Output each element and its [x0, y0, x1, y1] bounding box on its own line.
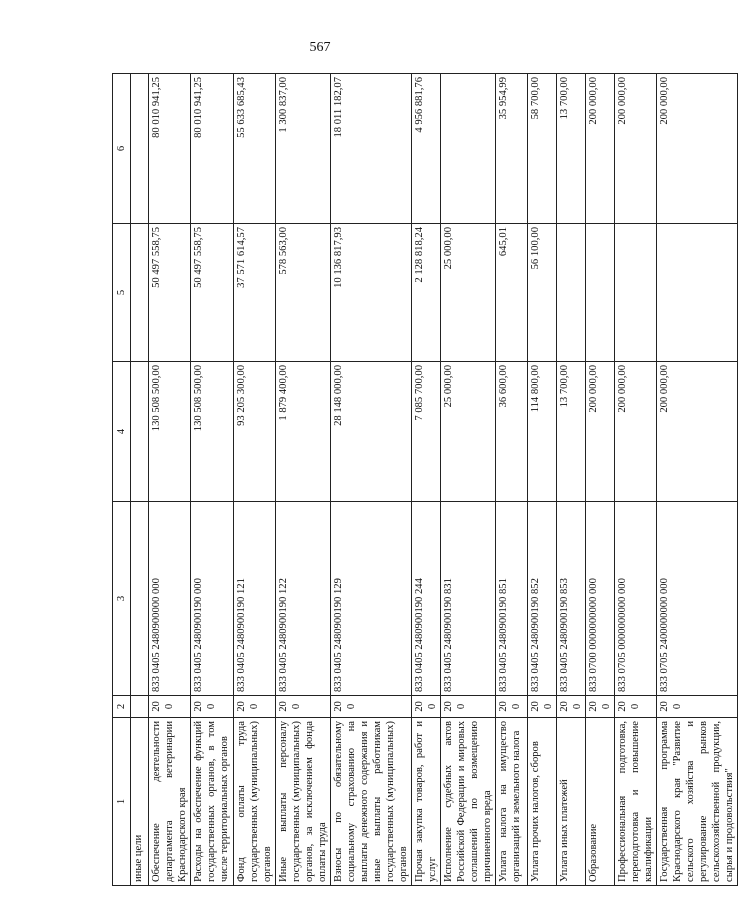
row-kbk: 833 0405 2480900190 122 — [276, 502, 331, 696]
row-value-6: 35 954,99 — [496, 74, 528, 224]
row-name: Уплата прочих налогов, сборов — [528, 718, 557, 886]
row-value-5 — [586, 224, 615, 362]
row-value-6: 80 010 941,25 — [149, 74, 191, 224]
rotated-table-container — [112, 74, 735, 886]
row-value-4: 7 085 700,00 — [412, 362, 441, 502]
row-value-4: 130 508 500,00 — [149, 362, 191, 502]
header-cell: 1 — [113, 718, 131, 886]
row-value-6: 200 000,00 — [615, 74, 657, 224]
row-kbk — [131, 502, 149, 696]
row-kbk: 833 0700 0000000000 000 — [586, 502, 615, 696]
row-value-4: 93 205 300,00 — [234, 362, 276, 502]
row-kbk: 833 0405 2480900190 121 — [234, 502, 276, 696]
row-value-4: 200 000,00 — [615, 362, 657, 502]
row-value-6: 200 000,00 — [657, 74, 738, 224]
row-name: Государственная программа Краснодарского края "Развитие сельского хозяйства и регулирование рынков сельскохозяйственной продукции, сырья и продовольствия" — [657, 718, 738, 886]
row-value-6: 18 011 182,07 — [331, 74, 412, 224]
row-code: 200 — [557, 696, 586, 718]
table-row — [412, 74, 441, 886]
row-name: Обеспечение деятельности департамента ветеринарии Краснодарского края — [149, 718, 191, 886]
row-value-5: 50 497 558,75 — [191, 224, 234, 362]
row-value-6: 55 633 685,43 — [234, 74, 276, 224]
page-number: 567 — [309, 40, 331, 55]
row-kbk: 833 0405 2480900190 851 — [496, 502, 528, 696]
table-row — [191, 74, 234, 886]
table-row — [557, 74, 586, 886]
row-name: Иные выплаты персоналу государственных (муниципальных) органов, за исключением фонда оплаты труда — [276, 718, 331, 886]
row-value-5: 578 563,00 — [276, 224, 331, 362]
row-value-6: 80 010 941,25 — [191, 74, 234, 224]
row-code: 200 — [331, 696, 412, 718]
row-kbk: 833 0405 2480900190 000 — [191, 502, 234, 696]
table-row — [657, 74, 738, 886]
row-code: 200 — [657, 696, 738, 718]
row-value-5 — [131, 224, 149, 362]
header-cell: 5 — [113, 224, 131, 362]
row-value-4: 25 000,00 — [441, 362, 496, 502]
row-value-4: 1 879 400,00 — [276, 362, 331, 502]
row-value-6: 200 000,00 — [586, 74, 615, 224]
table-row — [234, 74, 276, 886]
row-code — [131, 696, 149, 718]
table-row — [276, 74, 331, 886]
row-value-5: 50 497 558,75 — [149, 224, 191, 362]
table-row — [496, 74, 528, 886]
row-value-4: 130 508 500,00 — [191, 362, 234, 502]
row-code: 200 — [615, 696, 657, 718]
row-value-4: 200 000,00 — [586, 362, 615, 502]
row-kbk: 833 0405 2480900000 000 — [149, 502, 191, 696]
row-value-5: 56 100,00 — [528, 224, 557, 362]
header-cell: 2 — [113, 696, 131, 718]
row-name: Образование — [586, 718, 615, 886]
row-value-5: 2 128 818,24 — [412, 224, 441, 362]
row-name: Прочая закупка товаров, работ и услуг — [412, 718, 441, 886]
table-row — [331, 74, 412, 886]
row-name: Взносы по обязательному социальному страхованию на выплаты денежного содержания и иные выплаты работникам государственных (муниципальных) органов — [331, 718, 412, 886]
row-value-6: 4 956 881,76 — [412, 74, 441, 224]
row-value-4: 200 000,00 — [657, 362, 738, 502]
table-row — [149, 74, 191, 886]
row-value-5 — [557, 224, 586, 362]
row-value-5: 645,01 — [496, 224, 528, 362]
row-code: 200 — [412, 696, 441, 718]
row-kbk: 833 0405 2480900190 129 — [331, 502, 412, 696]
row-code: 200 — [441, 696, 496, 718]
row-value-5: 25 000,00 — [441, 224, 496, 362]
row-name: Профессиональная подготовка, переподготовка и повышение квалификации — [615, 718, 657, 886]
row-value-6: 13 700,00 — [557, 74, 586, 224]
row-value-6 — [131, 74, 149, 224]
table-row — [441, 74, 496, 886]
row-name: Расходы на обеспечение функций государственных органов, в том числе территориальных органов — [191, 718, 234, 886]
table-row — [586, 74, 615, 886]
row-kbk: 833 0405 2480900190 831 — [441, 502, 496, 696]
header-cell: 6 — [113, 74, 131, 224]
row-kbk: 833 0405 2480900190 244 — [412, 502, 441, 696]
row-name: Исполнение судебных актов Российской Федерации и мировых соглашений по возмещению причиненного вреда — [441, 718, 496, 886]
row-kbk: 833 0405 2480900190 852 — [528, 502, 557, 696]
row-name: Уплата иных платежей — [557, 718, 586, 886]
row-code: 200 — [496, 696, 528, 718]
table-row — [615, 74, 657, 886]
row-code: 200 — [191, 696, 234, 718]
row-value-4: 28 148 000,00 — [331, 362, 412, 502]
row-value-5: 37 571 614,57 — [234, 224, 276, 362]
row-name: Фонд оплаты труда государственных (муниципальных) органов — [234, 718, 276, 886]
budget-table — [112, 73, 738, 886]
row-value-5 — [657, 224, 738, 362]
row-code: 200 — [149, 696, 191, 718]
row-value-6: 1 300 837,00 — [276, 74, 331, 224]
row-value-6: 58 700,00 — [528, 74, 557, 224]
row-code: 200 — [528, 696, 557, 718]
row-name: Уплата налога на имущество организаций и земельного налога — [496, 718, 528, 886]
table-header-row — [113, 74, 131, 886]
row-kbk: 833 0705 2400000000 000 — [657, 502, 738, 696]
header-cell: 3 — [113, 502, 131, 696]
row-value-4: 114 800,00 — [528, 362, 557, 502]
row-code: 200 — [234, 696, 276, 718]
table-row — [528, 74, 557, 886]
row-code: 200 — [276, 696, 331, 718]
row-name: иные цели — [131, 718, 149, 886]
row-code: 200 — [586, 696, 615, 718]
row-value-4 — [131, 362, 149, 502]
row-value-4: 13 700,00 — [557, 362, 586, 502]
table-row — [131, 74, 149, 886]
row-value-6 — [441, 74, 496, 224]
row-value-5: 10 136 817,93 — [331, 224, 412, 362]
row-value-5 — [615, 224, 657, 362]
header-cell: 4 — [113, 362, 131, 502]
row-kbk: 833 0705 0000000000 000 — [615, 502, 657, 696]
row-value-4: 36 600,00 — [496, 362, 528, 502]
row-kbk: 833 0405 2480900190 853 — [557, 502, 586, 696]
